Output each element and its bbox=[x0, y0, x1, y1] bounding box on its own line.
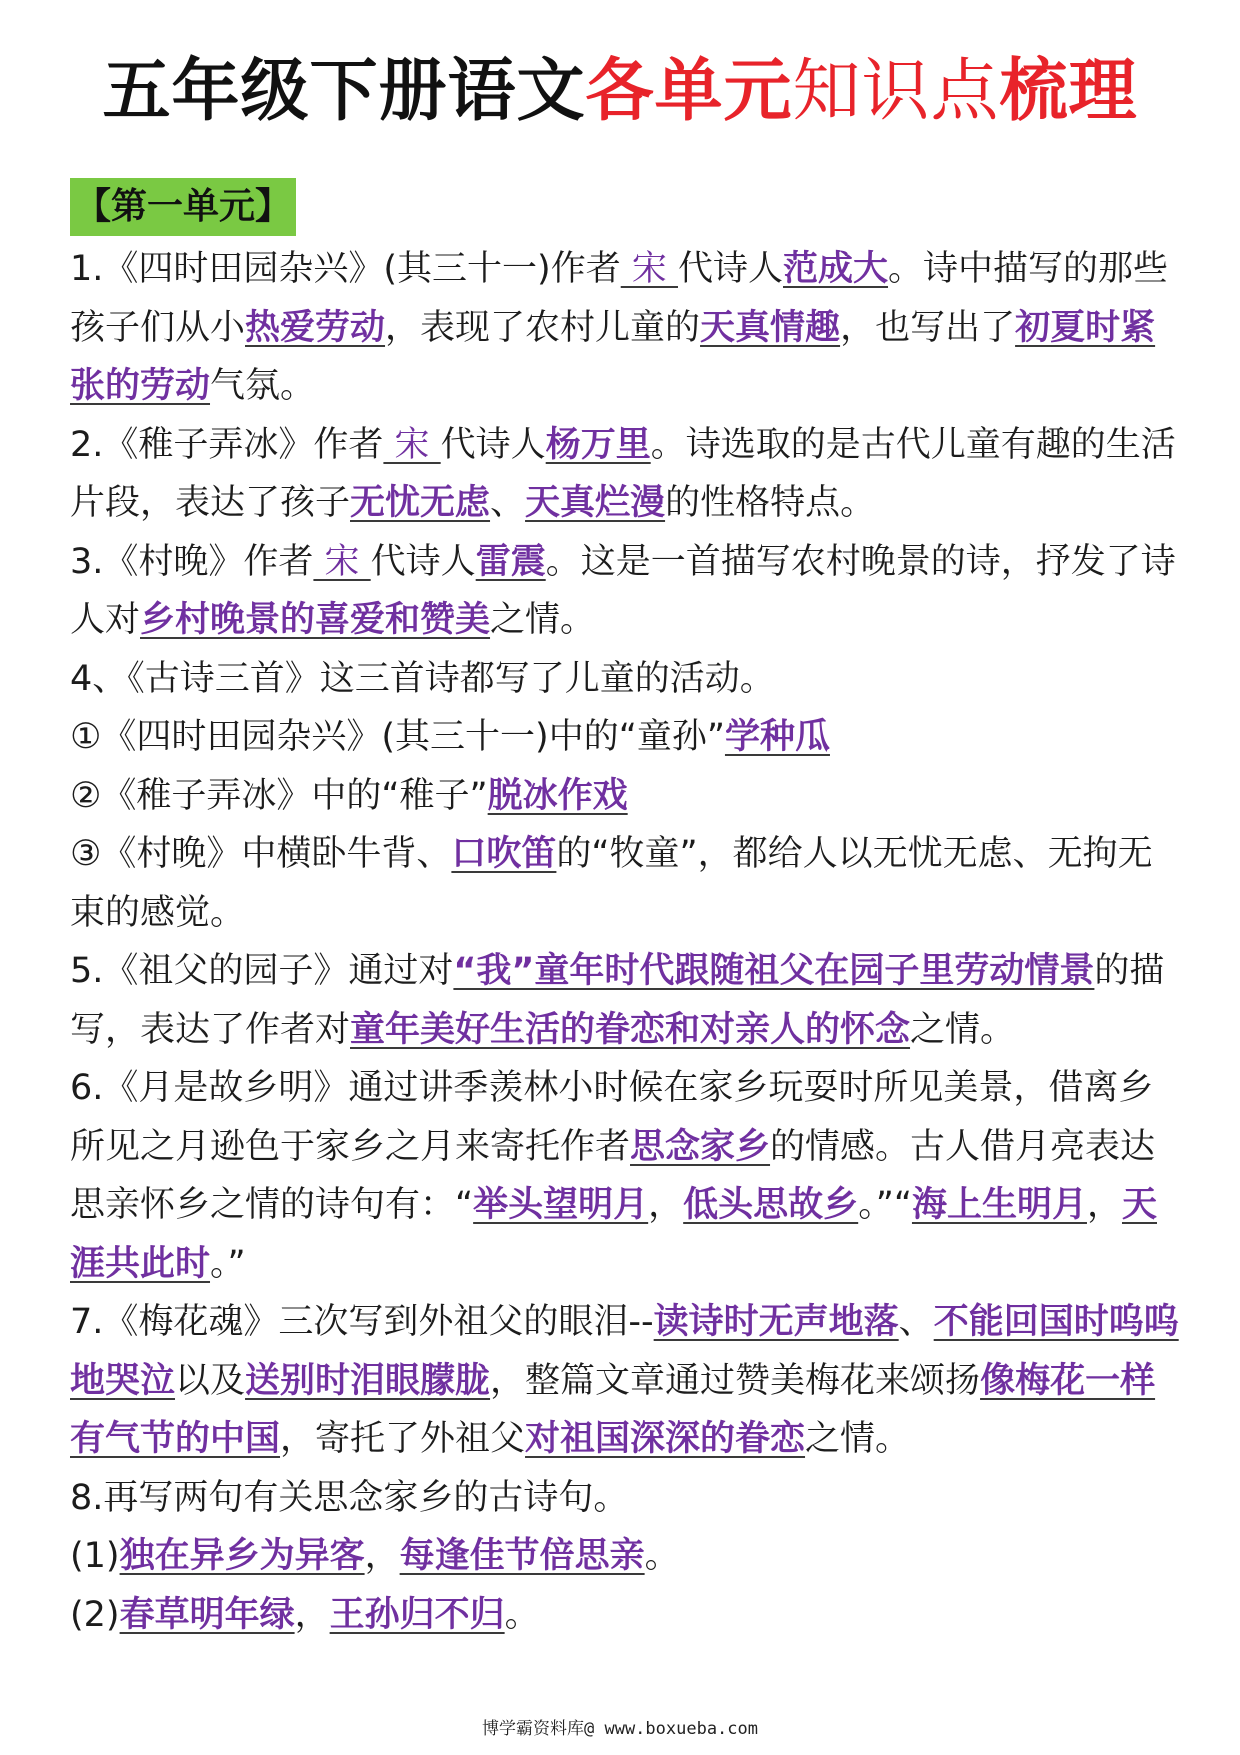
line-number: (1) bbox=[70, 1536, 120, 1576]
answer-blank: 雷震 bbox=[475, 541, 546, 582]
answer-blank: 口吹笛 bbox=[451, 834, 557, 874]
item-text: 的性格特点。 bbox=[665, 483, 876, 523]
item-text: 。”“ bbox=[858, 1185, 912, 1225]
answer-blank: 宋 bbox=[620, 249, 678, 289]
item-text: ， bbox=[1086, 1185, 1122, 1225]
item-1 bbox=[70, 240, 1180, 416]
item-4-sub-3 bbox=[70, 825, 1180, 942]
item-5 bbox=[70, 942, 1180, 1059]
item-7 bbox=[70, 1293, 1180, 1469]
item-text: 之情。 bbox=[805, 1419, 911, 1459]
answer-blank: 低头思故乡 bbox=[683, 1185, 859, 1225]
answer-blank: 王孙归不归 bbox=[329, 1594, 505, 1635]
item-text: 1.《四时田园杂兴》(其三十一)作者 bbox=[70, 249, 621, 289]
item-text: 。诗中描写的那些孩子们从小 bbox=[70, 249, 1169, 348]
answer-blank: 读诗时无声地落 bbox=[653, 1302, 899, 1342]
item-text: 代诗人 bbox=[440, 424, 546, 465]
item-text: 的“牧童”，都给人以无忧无虑、无拘无束的感觉。 bbox=[70, 834, 1153, 933]
item-text: 的描写，表达了作者对 bbox=[70, 951, 1165, 1050]
answer-blank: 举头望明月 bbox=[473, 1185, 649, 1225]
answer-blank: 春草明年绿 bbox=[119, 1594, 295, 1635]
item-text: 2.《稚子弄冰》作者 bbox=[70, 424, 384, 465]
item-text: 。” bbox=[210, 1243, 246, 1284]
item-4-sub-2 bbox=[70, 767, 1180, 826]
item-6 bbox=[70, 1059, 1180, 1293]
item-8-line-2 bbox=[70, 1586, 1180, 1645]
item-text: ，寄托了外祖父 bbox=[280, 1419, 526, 1459]
answer-blank: 脱冰作戏 bbox=[487, 775, 628, 816]
item-text: 。 bbox=[504, 1594, 540, 1635]
answer-blank: 杨万里 bbox=[545, 424, 651, 465]
item-text: ，表现了农村儿童的 bbox=[385, 307, 701, 348]
item-text: 。诗选取的是古代儿童有趣的生活片段，表达了孩子 bbox=[70, 424, 1176, 523]
answer-blank: 送别时泪眼朦胧 bbox=[245, 1360, 491, 1401]
unit-header: 【第一单元】 bbox=[70, 178, 296, 236]
answer-blank: 学种瓜 bbox=[724, 717, 830, 757]
answer-blank: 范成大 bbox=[783, 249, 889, 289]
answer-blank: 热爱劳动 bbox=[245, 307, 386, 348]
answer-blank: 不能回国时呜呜地哭泣 bbox=[70, 1302, 1179, 1401]
line-number: (2) bbox=[70, 1594, 120, 1635]
item-text: ，也写出了 bbox=[840, 307, 1016, 348]
answer-blank: 天真情趣 bbox=[700, 307, 841, 348]
answer-blank: 童年美好生活的眷恋和对亲人的怀念 bbox=[350, 1009, 911, 1050]
item-text: 3.《村晚》作者 bbox=[70, 541, 314, 582]
answer-blank: 独在异乡为异客 bbox=[119, 1536, 365, 1576]
item-text: 。这是一首描写农村晚景的诗，抒发了诗人对 bbox=[70, 541, 1176, 640]
item-4-sub-1 bbox=[70, 708, 1180, 767]
item-text: ， bbox=[294, 1594, 330, 1635]
answer-blank: “我”童年时代跟随祖父在园子里劳动情景 bbox=[453, 951, 1095, 991]
item-8-intro: 8.再写两句有关思念家乡的古诗句。 bbox=[70, 1477, 629, 1518]
answer-blank: 乡村晚景的喜爱和赞美 bbox=[140, 600, 491, 640]
answer-blank: 宋 bbox=[313, 541, 371, 582]
item-3 bbox=[70, 533, 1180, 650]
item-text: 7.《梅花魂》三次写到外祖父的眼泪-- bbox=[70, 1302, 654, 1342]
item-2 bbox=[70, 416, 1180, 533]
item-text: 。 bbox=[644, 1536, 680, 1576]
footer-watermark: 博学霸资料库@ www.boxueba.com bbox=[482, 1719, 758, 1739]
answer-blank: 宋 bbox=[383, 424, 441, 465]
item-text: 气氛。 bbox=[210, 366, 316, 406]
item-text: ③《村晚》中横卧牛背、 bbox=[70, 834, 452, 874]
title-part-units: 各单元 bbox=[585, 52, 793, 131]
page-title bbox=[0, 42, 1240, 142]
answer-blank: 天涯共此时 bbox=[70, 1185, 1157, 1284]
item-text: 代诗人 bbox=[370, 541, 476, 582]
answer-blank: 对祖国深深的眷恋 bbox=[525, 1419, 806, 1459]
item-text: 、 bbox=[490, 483, 526, 523]
item-text: 5.《祖父的园子》通过对 bbox=[70, 951, 454, 991]
title-part-grade: 五年级下册语文 bbox=[102, 52, 586, 131]
item-text: 之情。 bbox=[910, 1009, 1016, 1050]
item-text: ②《稚子弄冰》中的“稚子” bbox=[70, 775, 488, 816]
item-text: 代诗人 bbox=[677, 249, 783, 289]
answer-blank: 每逢佳节倍思亲 bbox=[399, 1536, 645, 1576]
item-text: 的情感。古人借月亮表达思亲怀乡之情的诗句有：“ bbox=[70, 1126, 1156, 1225]
content-body bbox=[70, 240, 1180, 1644]
title-part-knowledge: 知识点 bbox=[792, 52, 1000, 131]
answer-blank: 初夏时紧张的劳动 bbox=[70, 307, 1156, 406]
item-text: ， bbox=[364, 1536, 400, 1576]
answer-blank: 思念家乡 bbox=[630, 1126, 771, 1167]
item-text: ①《四时田园杂兴》(其三十一)中的“童孙” bbox=[70, 717, 725, 757]
item-4-intro: 4、《古诗三首》这三首诗都写了儿童的活动。 bbox=[70, 658, 775, 699]
answer-blank: 天真烂漫 bbox=[525, 483, 666, 523]
item-text: 、 bbox=[898, 1302, 934, 1342]
answer-blank: 像梅花一样有气节的中国 bbox=[70, 1360, 1156, 1459]
item-text: ， bbox=[648, 1185, 684, 1225]
item-8-line-1 bbox=[70, 1527, 1180, 1586]
answer-blank: 海上生明月 bbox=[911, 1185, 1087, 1225]
item-text: ，整篇文章通过赞美梅花来颂扬 bbox=[490, 1360, 981, 1401]
item-text: 6.《月是故乡明》通过讲季羡林小时候在家乡玩耍时所见美景，借离乡所见之月逊色于家乡之月来寄托作者 bbox=[70, 1068, 1154, 1167]
item-text: 以及 bbox=[175, 1360, 246, 1401]
title-part-summary: 梳理 bbox=[999, 52, 1138, 131]
answer-blank: 无忧无虑 bbox=[350, 483, 491, 523]
item-text: 之情。 bbox=[490, 600, 596, 640]
